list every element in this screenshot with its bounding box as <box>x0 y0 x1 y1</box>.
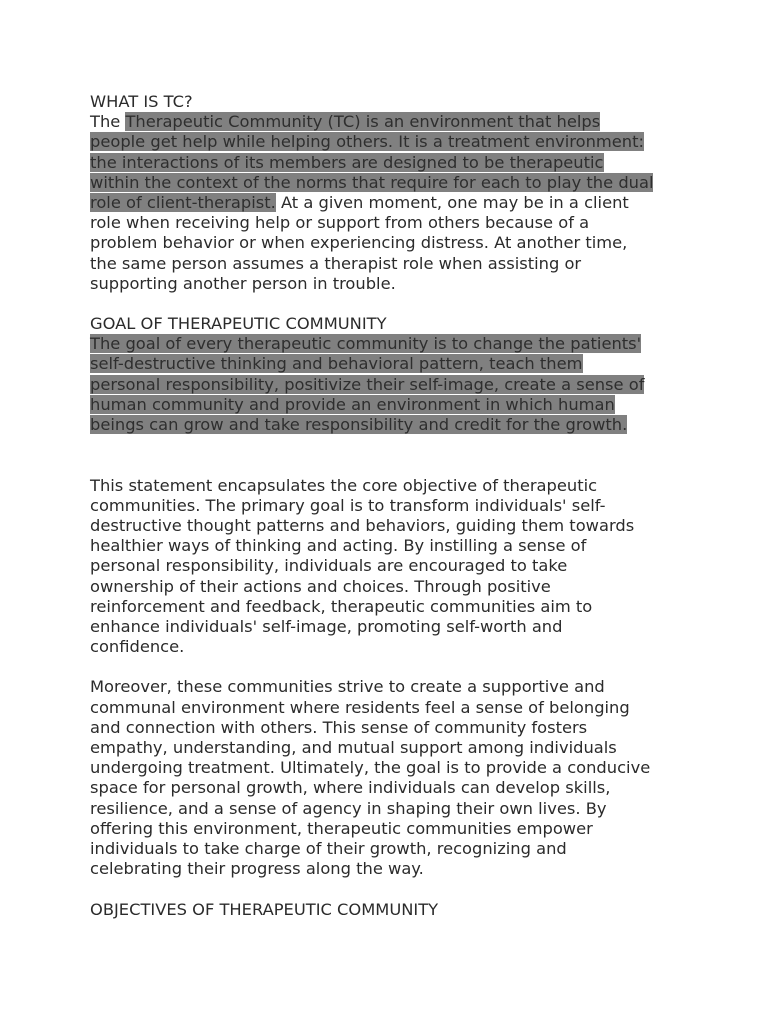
text-line: personal responsibility, individuals are encouraged to take <box>90 556 568 576</box>
text-line: This statement encapsulates the core objective of therapeutic <box>90 475 598 495</box>
highlighted-text: beings can grow and take responsibility and credit for the growth. <box>90 415 628 434</box>
document-page <box>90 92 690 920</box>
paragraph-what-is-tc <box>90 112 690 294</box>
text-line <box>90 153 690 173</box>
highlighted-text: personal responsibility, positivize their self-image, create a sense of <box>90 374 645 394</box>
text-line <box>90 173 690 193</box>
highlighted-text: the interactions of its members are designed to be therapeutic <box>90 152 604 172</box>
text-line <box>90 354 690 374</box>
text-line: undergoing treatment. Ultimately, the goal is to provide a conducive <box>90 758 651 778</box>
text-line <box>90 334 690 354</box>
paragraph-moreover <box>90 677 690 879</box>
text-line: communal environment where residents feel a sense of belonging <box>90 697 630 717</box>
text-line: problem behavior or when experiencing distress. At another time, <box>90 233 628 253</box>
highlighted-text: role of client-therapist. <box>90 192 276 212</box>
paragraph-spacer <box>90 294 690 314</box>
highlighted-text: The goal of every therapeutic community is to change the patients' <box>90 334 642 354</box>
text-line: Moreover, these communities strive to create a supportive and <box>90 677 605 697</box>
text-line: offering this environment, therapeutic communities empower <box>90 818 593 838</box>
highlighted-text: human community and provide an environment in which human <box>90 394 615 414</box>
text-line: celebrating their progress along the way. <box>90 859 424 879</box>
heading-objectives: OBJECTIVES OF THERAPEUTIC COMMUNITY <box>90 899 439 919</box>
text-line <box>90 132 690 152</box>
heading-goal: GOAL OF THERAPEUTIC COMMUNITY <box>90 314 387 334</box>
text-line: enhance individuals' self-image, promoting self-worth and <box>90 616 563 636</box>
highlighted-text: people get help while helping others. It is a treatment environment: <box>90 132 644 152</box>
paragraph-spacer <box>90 435 690 475</box>
paragraph-goal <box>90 334 690 435</box>
text-line: confidence. <box>90 637 185 657</box>
heading-what-is-tc: WHAT IS TC? <box>90 92 193 111</box>
text-line <box>90 193 690 213</box>
text-line: supporting another person in trouble. <box>90 273 396 293</box>
text-line <box>90 375 690 395</box>
text-line: individuals to take charge of their growth, recognizing and <box>90 838 567 858</box>
highlighted-text: within the context of the norms that require for each to play the dual <box>90 172 654 192</box>
highlighted-text: Therapeutic Community (TC) is an environment that helps <box>125 112 601 132</box>
text-line: and connection with others. This sense of community fosters <box>90 717 588 737</box>
highlighted-text: self-destructive thinking and behavioral pattern, teach them <box>90 354 583 374</box>
text-line <box>90 112 690 132</box>
text-line: the same person assumes a therapist role when assisting or <box>90 253 582 273</box>
text-line: empathy, understanding, and mutual support among individuals <box>90 738 617 758</box>
paragraph-spacer <box>90 657 690 677</box>
text-line: healthier ways of thinking and acting. By instilling a sense of <box>90 536 587 556</box>
text-line: resilience, and a sense of agency in shaping their own lives. By <box>90 798 607 818</box>
paragraph-spacer <box>90 879 690 899</box>
text-line: reinforcement and feedback, therapeutic communities aim to <box>90 596 593 616</box>
text-line: space for personal growth, where individuals can develop skills, <box>90 778 611 798</box>
text-line: destructive thought patterns and behaviors, guiding them towards <box>90 515 635 535</box>
text-run: The <box>90 112 126 132</box>
text-line: ownership of their actions and choices. Through positive <box>90 576 551 596</box>
text-line <box>90 415 690 435</box>
text-line: communities. The primary goal is to transform individuals' self- <box>90 495 606 515</box>
text-line: role when receiving help or support from others because of a <box>90 213 590 233</box>
text-run: At a given moment, one may be in a client <box>275 192 629 212</box>
text-line <box>90 395 690 415</box>
paragraph-statement <box>90 476 690 658</box>
